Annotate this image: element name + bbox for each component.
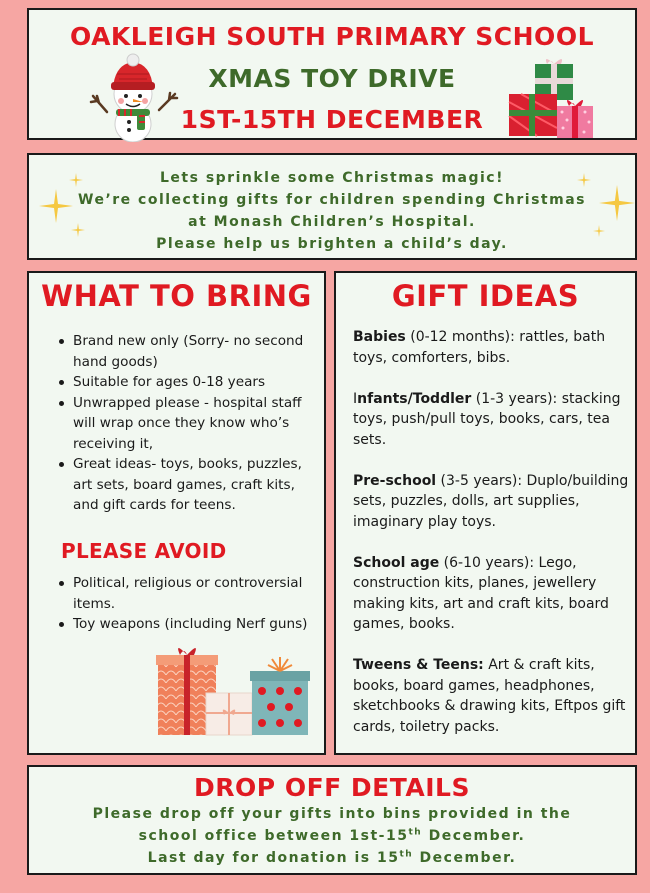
event-dates: 1ST-15TH DECEMBER xyxy=(180,105,484,134)
drop-line xyxy=(29,847,635,869)
drop-text: school office between 1st-15 xyxy=(138,828,409,844)
idea-group-babies xyxy=(353,327,633,368)
drop-text: December. xyxy=(422,828,526,844)
idea-label: Babies xyxy=(353,329,406,345)
drop-line xyxy=(29,825,635,847)
gift-boxes-icon xyxy=(507,54,612,140)
ordinal-suffix: th xyxy=(399,849,414,860)
drop-off-title: DROP OFF DETAILS xyxy=(194,773,470,802)
list-item: Unwrapped please - hospital staff will wrap once they know who’s receiving it, xyxy=(59,393,321,455)
drop-off-panel xyxy=(27,765,637,875)
idea-group-preschool xyxy=(353,471,633,533)
intro-panel xyxy=(27,153,637,260)
drop-text: Last day for donation is 15 xyxy=(147,850,400,866)
idea-label: Tweens & Teens: xyxy=(353,657,484,673)
list-item: Political, religious or controversial items. xyxy=(59,573,321,614)
list-item: Great ideas- toys, books, puzzles, art sets, board games, craft kits, and gift cards for teens. xyxy=(59,454,321,516)
gift-boxes-icon xyxy=(156,643,311,738)
snowman-icon xyxy=(89,52,179,142)
gift-ideas-panel xyxy=(334,271,637,755)
gift-ideas-list xyxy=(353,327,633,758)
idea-label: Pre-school xyxy=(353,472,437,489)
idea-group-tweens-teens xyxy=(353,655,633,737)
idea-text: (0-12 months): rattles, bath toys, comforters, bibs. xyxy=(353,329,606,366)
intro-line: at Monash Children’s Hospital. xyxy=(188,214,476,230)
please-avoid-title: PLEASE AVOID xyxy=(61,539,227,563)
intro-line: We’re collecting gifts for children spending Christmas xyxy=(78,192,586,208)
list-item: Toy weapons (including Nerf guns) xyxy=(59,614,321,635)
school-name: OAKLEIGH SOUTH PRIMARY SCHOOL xyxy=(70,22,594,51)
gift-ideas-title: GIFT IDEAS xyxy=(391,279,580,313)
bring-list xyxy=(59,331,321,516)
drop-line: Please drop off your gifts into bins provided in the xyxy=(92,806,572,822)
idea-label: nfants/Toddler xyxy=(357,390,472,407)
idea-label-prefix: I xyxy=(353,390,358,407)
idea-text: Art & craft kits, books, board games, headphones, sketchbooks & drawing kits, Eftpos gift cards, toiletry packs. xyxy=(353,657,626,735)
ordinal-suffix: th xyxy=(408,827,423,838)
idea-group-toddlers xyxy=(353,389,633,451)
avoid-list xyxy=(59,573,321,635)
drop-off-text xyxy=(29,803,635,869)
list-item: Brand new only (Sorry- no second hand goods) xyxy=(59,331,321,372)
intro-line: Lets sprinkle some Christmas magic! xyxy=(160,170,504,186)
idea-group-school-age xyxy=(353,553,633,635)
idea-text: (6-10 years): Lego, construction kits, planes, jewellery making kits, art and craft kits, board games, books. xyxy=(353,554,609,632)
list-item: Suitable for ages 0-18 years xyxy=(59,372,321,393)
drop-text: December. xyxy=(413,850,517,866)
intro-text xyxy=(29,167,635,255)
header-panel xyxy=(27,8,637,140)
what-to-bring-title: WHAT TO BRING xyxy=(41,279,312,313)
intro-line: Please help us brighten a child’s day. xyxy=(156,236,508,252)
idea-label: School age xyxy=(353,554,440,571)
idea-text: (1-3 years): stacking toys, push/pull toys, books, cars, tea sets. xyxy=(353,390,621,448)
what-to-bring-panel xyxy=(27,271,326,755)
idea-text: (3-5 years): Duplo/building sets, puzzles, dolls, art supplies, imaginary play toys. xyxy=(353,472,629,530)
event-title: XMAS TOY DRIVE xyxy=(208,64,456,93)
